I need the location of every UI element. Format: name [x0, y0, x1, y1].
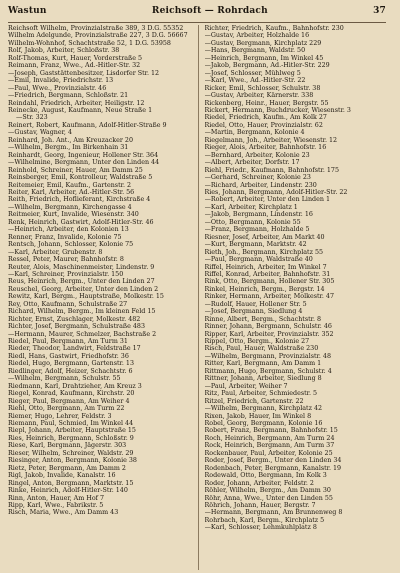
directory-entry: Röhler, Wilhelm, Bergm., Am Damm 30: [204, 487, 331, 495]
directory-entry: —Albert, Arbeiter, Dorfstr. 17: [204, 159, 300, 167]
directory-entry: —Karl, Arbeiter, Grubenstr. 8: [8, 248, 103, 256]
directory-entry: —Gustav, Arbeiter, Holzhalde 16: [204, 32, 310, 40]
directory-entry: —Str. 323: [16, 114, 48, 122]
directory-entry: Riese, Karl, Bergmann, Jägerstr. 303: [8, 442, 127, 450]
directory-entry: Rinkel, Heinrich, Bergm., Bergstr. 14: [204, 285, 325, 293]
directory-entry: —Martin, Bergmann, Kolonie 4: [204, 129, 305, 137]
directory-entry: Ritzel, Friedrich, Gartenstr. 22: [204, 397, 304, 405]
right-column: [198, 25, 387, 570]
directory-entry: Riegel, Konrad, Kaufmann, Kirchstr. 20: [8, 390, 135, 398]
directory-entry: Rietz, Peter, Bergmann, Am Damm 2: [8, 464, 126, 472]
directory-entry: Riedlinger, Adolf, Heizer, Schachtstr. 6: [8, 367, 133, 375]
directory-entry: —Wilhelm, Bergmann, Schulstr. 55: [8, 375, 121, 383]
directory-entry: Rinner, Johann, Bergmann, Schulstr. 46: [204, 323, 332, 331]
directory-entry: Richter, Josef, Bergmann, Schulstraße 483: [8, 323, 145, 331]
directory-entry: —Joseph, Gaststättenbesitzer, Lisdorfer Str. 12: [8, 69, 160, 77]
directory-entry: Risch, Paul, Hauer, Waldstraße 230: [204, 345, 319, 353]
page-header: [8, 6, 386, 23]
directory-entry: Riesner, Josef, Arbeiter, Am Markt 40: [204, 233, 325, 241]
directory-entry: Riemann, Paul, Schmied, Im Winkel 44: [8, 420, 134, 428]
directory-entry: Rittmann, Hugo, Bergmann, Schulstr. 4: [204, 367, 332, 375]
directory-entry: —Wilhelm, Bergmann, Kirchengasse 4: [8, 203, 132, 211]
directory-entry: Reinhold, Schreiner, Hauer, Am Damm 25: [8, 166, 143, 174]
directory-entry: Rigl, Jakob, Invalide, Kanalstr. 16: [8, 472, 116, 480]
directory-entry: Renk, Heinrich, Gastwirt, Adolf-Hitler-Str. 46: [8, 218, 154, 226]
directory-entry: Reinert, Robert, Kaufmann, Adolf-Hitler-Straße 9: [8, 121, 167, 129]
directory-entry: Rickert, Hermann, Buchdrucker, Wiesenstr. 3: [204, 106, 351, 114]
directory-entry: Riedel, Paul, Bergmann, Am Turm 31: [8, 338, 128, 346]
directory-entry: Ripp, Karl, Wwe., Fabrikstr. 5: [8, 502, 104, 509]
directory-entry: Roder, Josef, Bergm., Unter den Linden 34: [204, 457, 342, 465]
directory-entry: Rinn, Anton, Hauer, Am Hof 7: [8, 494, 105, 502]
directory-entry: Rieser, Wilhelm, Schreiner, Waldstr. 29: [8, 449, 134, 457]
directory-entry: —Hermann, Bergmann, Am Brunnenweg 8: [204, 509, 343, 517]
directory-entry: —Bernhard, Arbeiter, Kolonie 23: [204, 151, 310, 159]
directory-entry: —Wilhelm, Bergmann, Provinzialstr. 48: [204, 352, 331, 360]
directory-entry: —Franz, Bergmann, Holzhalde 5: [204, 226, 310, 234]
directory-entry: Riesinger, Anton, Bergmann, Kolonie 38: [8, 457, 137, 465]
directory-entry: Ricker, Emil, Schlosser, Schulstr. 38: [204, 84, 321, 92]
directory-entry: Rieger, Alois, Arbeiter, Bahnhofstr. 16: [204, 144, 327, 152]
directory-entry: Ripper, Karl, Arbeiter, Provinzialstr. 352: [204, 330, 334, 338]
directory-entry: Rinker, Hermann, Arbeiter, Molkestr. 47: [204, 293, 334, 301]
directory-entry: —Jakob, Bergmann, Ad.-Hitler-Str. 229: [204, 62, 330, 70]
directory-entry: Riehl, Friedr., Kaufmann, Bahnhofstr. 175: [204, 166, 339, 174]
directory-entry: Röhrich, Johann, Hauer, Bergstr. 7: [204, 502, 316, 509]
directory-entry: Ries, Johann, Bergmann, Adolf-Hitler-Str. 22: [204, 188, 348, 196]
directory-entry: Riedmann, Karl, Drahtzieher, Am Kreuz 3: [8, 382, 142, 390]
directory-entry: Reiter, Karl, Arbeiter, Ad.-Hitler-Str. 56: [8, 188, 135, 196]
directory-entry: Reindahl, Friedrich, Arbeiter, Heiligstr. 12: [8, 99, 145, 107]
directory-entry: Rinke, Heinrich, Adolf-Hitler-Str. 140: [8, 487, 128, 495]
directory-entry: Robert, Franz, Bergmann, Bahnhofstr. 15: [204, 427, 338, 435]
directory-entry: Riffel, Konrad, Arbeiter, Bahnhofstr. 31: [204, 270, 331, 278]
directory-entry: Risch, Maria, Wwe., Am Damm 43: [8, 509, 119, 517]
directory-entry: —Kurt, Bergmann, Marktstr. 42: [204, 241, 307, 249]
directory-entry: Rolf, Jakob, Arbeiter, Schloßstr. 38: [8, 47, 120, 55]
directory-entry: Wilhelm-Wohnhof, Schachtstraße 52, 1 D.G. 53958: [8, 39, 171, 47]
directory-entry: Ritter, Karl, Bergmann, Am Damm 1: [204, 360, 322, 368]
directory-entry: —Paul, Bergmann, Waldstraße 40: [204, 256, 313, 264]
directory-entry: Röhr, Anna, Wwe., Unter den Linden 55: [204, 494, 333, 502]
directory-entry: —Karl, Arbeiter, Kirchplatz 1: [204, 203, 298, 211]
directory-entry: Rolf-Thomas, Kurt, Hauer, Vorderstraße 5: [8, 54, 143, 62]
directory-entry: Wilhelm Adelgunde, Provinzialstraße 227, 3 D.G. 56667: [8, 32, 188, 40]
directory-entry: Riedel, Hugo, Bergmann, Gartenstr. 13: [8, 360, 134, 368]
directory-entry: Rinne, Albert, Bergm., Schachtstr. 8: [204, 315, 322, 323]
columns: [8, 25, 386, 570]
directory-entry: Rodewald, Otto, Bergmann, Im Kolk 3: [204, 472, 327, 480]
directory-entry: —Karl, Wwe., Ad.-Hitler-Str. 22: [204, 77, 306, 85]
directory-entry: Reinhardt, Georg, Ingenieur, Hollener Str. 364: [8, 151, 159, 159]
directory-entry: Rockenbauer, Paul, Arbeiter, Kolonie 25: [204, 449, 333, 457]
directory-entry: Ressel, Peter, Maurer, Bahnhofstr. 8: [8, 256, 124, 264]
directory-entry: —Emil, Invalide, Friedrichstr. 13: [8, 77, 114, 85]
page-number: 37: [373, 6, 386, 16]
directory-entry: Renner, Franz, Invalide, Kolonie 75: [8, 233, 122, 241]
directory-entry: Riegelmann, Joh., Arbeiter, Wiesenstr. 12: [204, 136, 338, 144]
directory-entry: Riepl, Johann, Arbeiter, Hauptstraße 15: [8, 427, 136, 435]
directory-entry: Reith, Friedrich, Hoflieferant, Kirchstraße 4: [8, 196, 151, 204]
directory-entry: Reinsberger, Emil, Kontrolleur, Waldstraße 5: [8, 174, 153, 182]
directory-entry: Rixen, Jakob, Hauer, Im Winkel 8: [204, 412, 312, 420]
directory-entry: Reus, Heinrich, Bergm., Unter den Linden 27: [8, 278, 155, 286]
directory-entry: Riemer, Hugo, Lehrer, Feldstr. 3: [8, 412, 112, 420]
directory-entry: Reuter, Alois, Maschinenmeister, Lindenstr. 9: [8, 263, 155, 271]
directory-entry: Rieder, Theodor, Landwirt, Feldstraße 17: [8, 345, 141, 353]
directory-entry: Riedel, Friedrich, Kaufm., Am Kolk 27: [204, 114, 327, 122]
directory-entry: Reitemeier, Emil, Kaufm., Gartenstr. 2: [8, 181, 132, 189]
directory-entry: —Paul, Wwe., Provinzialstr. 46: [8, 84, 107, 92]
directory-entry: Roch, Heinrich, Bergmann, Am Turm 24: [204, 434, 335, 442]
directory-entry: —Josef, Bergmann, Siedlung 4: [204, 308, 303, 316]
directory-entry: Reinhard, Joh. Ant., Am Kreuzacker 20: [8, 136, 134, 144]
directory-entry: Rentsch, Johann, Schlosser, Kolonie 75: [8, 241, 134, 249]
directory-entry: —Hermann, Maurer, Schmelzer, Bachstraße 2: [8, 330, 157, 338]
directory-entry: Rohrbach, Karl, Bergm., Kirchplatz 5: [204, 516, 325, 524]
directory-entry: Rock, Heinrich, Bergmann, Am Turm 37: [204, 442, 335, 450]
directory-entry: —Josef, Schlosser, Mühlweg 5: [204, 69, 301, 77]
directory-entry: —Wilhelm, Bergm., Im Birkenhain 31: [8, 144, 129, 152]
directory-entry: Rickenberg, Heinr., Hauer, Bergstr. 55: [204, 99, 329, 107]
directory-entry: —Gustav, Arbeiter, Kärnerstr. 338: [204, 92, 314, 100]
directory-entry: —Rudolf, Hauer, Hollener Str. 5: [204, 300, 307, 308]
directory-entry: Rewitz, Karl, Bergm., Hauptstraße, Molkestr. 15: [8, 293, 164, 301]
directory-entry: —Friedrich, Bergmann, Schloßstr. 21: [8, 92, 129, 100]
directory-entry: Reichsoft Wilhelm, Provinzialstraße 389, 3 D.G. 55352: [8, 25, 184, 32]
directory-entry: —Paul, Arbeiter, Weiher 7: [204, 382, 288, 390]
directory-entry: —Heinrich, Bergmann, Im Winkel 45: [204, 54, 324, 62]
directory-entry: —Otto, Bergmann, Kolonie 55: [204, 218, 301, 226]
directory-entry: Rey, Otto, Kaufmann, Schulstraße 27: [8, 300, 128, 308]
directory-entry: —Heinrich, Arbeiter, den Kolonien 13: [8, 226, 129, 234]
directory-entry: Rieger, Paul, Bergmann, Am Weiher 4: [8, 397, 130, 405]
left-column: [8, 25, 190, 570]
directory-entry: —Karl, Schlosser, Lehmkuhlplatz 8: [204, 524, 317, 532]
directory-entry: Richter, Ernst, Zuschlager, Molkestr. 482: [8, 315, 141, 323]
directory-entry: Reuschel, Georg, Arbeiter, Unter den Linden 2: [8, 285, 159, 293]
directory-entry: —Robert, Arbeiter, Unter den Linden 1: [204, 196, 330, 204]
directory-entry: —Jakob, Bergmann, Lindenstr. 16: [204, 211, 313, 219]
directory-entry: Rittner, Johann, Arbeiter, Siedlung 8: [204, 375, 322, 383]
directory-entry: —Gerhard, Schreiner, Kolonie 23: [204, 174, 311, 182]
directory-entry: Riedl, Hans, Gastwirt, Friedhofstr. 36: [8, 352, 129, 360]
directory-entry: Robel, Georg, Bergmann, Kolonie 16: [204, 420, 323, 428]
directory-entry: Ries, Heinrich, Bergmann, Schloßstr. 9: [8, 434, 134, 442]
directory-entry: —Karl, Schreiner, Provinzialstr. 150: [8, 270, 124, 278]
directory-entry: —Hans, Bergmann, Waldstr. 50: [204, 47, 306, 55]
directory-entry: Ringel, Anton, Bergmann, Marktstr. 15: [8, 479, 134, 487]
directory-entry: Riffel, Heinrich, Arbeiter, Im Winkel 7: [204, 263, 327, 271]
header-left: Wastun: [8, 6, 47, 16]
directory-entry: —Wilhelm, Bergmann, Kirchplatz 42: [204, 405, 323, 413]
directory-entry: Riehl, Otto, Bergmann, Am Turm 22: [8, 405, 125, 413]
directory-entry: Reimann, Franz, Wwe., Ad.-Hitler-Str. 32: [8, 62, 141, 70]
directory-entry: Richard, Wilhelm, Bergm., Im kleinen Feld 15: [8, 308, 156, 316]
directory-entry: —Gustav, Wagner, 4: [8, 129, 73, 137]
directory-entry: Rieth, Joh., Bergmann, Kirchplatz 55: [204, 248, 324, 256]
directory-entry: Reitmeier, Kurt, Invalide, Wiesenstr. 340: [8, 211, 139, 219]
directory-entry: Roder, Johann, Arbeiter, Feldstr. 2: [204, 479, 314, 487]
directory-entry: Riedel, Otto, Hauer, Provinzialstr. 62: [204, 121, 323, 129]
directory-entry: Richter, Friedrich, Kaufm., Bahnhofstr. 230: [204, 25, 344, 32]
directory-entry: —Gustav, Bergmann, Kirchplatz 229: [204, 39, 322, 47]
header-center: Reichsoft — Rohrdach: [151, 6, 268, 16]
directory-entry: —Richard, Arbeiter, Lindenstr. 230: [204, 181, 317, 189]
directory-entry: Ritz, Paul, Arbeiter, Schmiedestr. 5: [204, 390, 318, 398]
directory-entry: Reinecke, August, Kaufmann, Neue Straße 1: [8, 106, 153, 114]
directory-entry: Rink, Otto, Bergmann, Hollener Str. 305: [204, 278, 335, 286]
directory-entry: Rippel, Otto, Bergm., Kolonie 27: [204, 338, 310, 346]
directory-entry: —Wilhelmine, Bergmann, Unter den Linden 44: [8, 159, 160, 167]
directory-entry: Rodenbach, Peter, Bergmann, Kanalstr. 19: [204, 464, 342, 472]
